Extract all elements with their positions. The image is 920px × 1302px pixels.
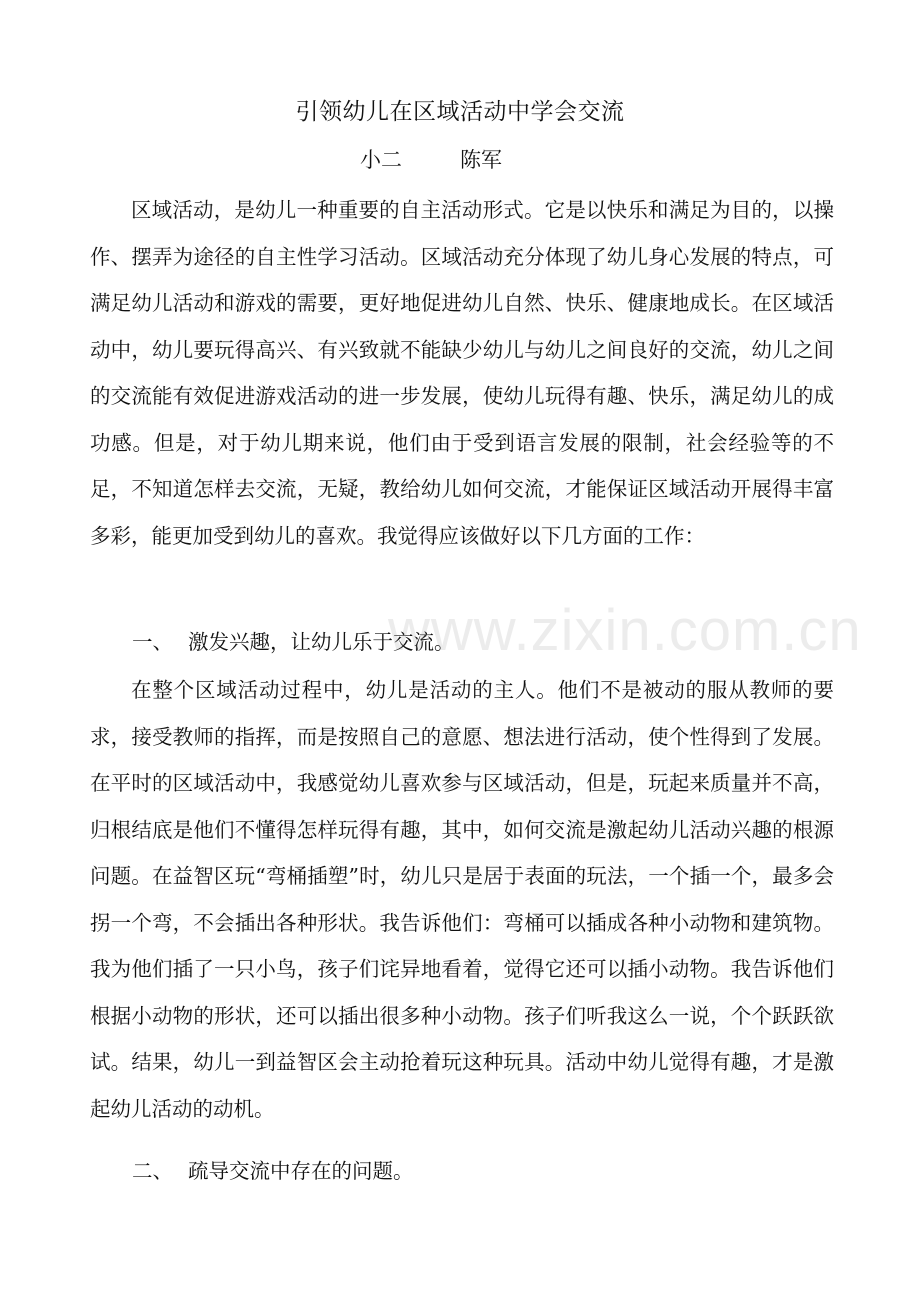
author-class: 小二 <box>360 148 402 172</box>
intro-paragraph: 区域活动，是幼儿一种重要的自主活动形式。它是以快乐和满足为目的，以操作、摆弄为途径的自主性学习活动。区域活动充分体现了幼儿身心发展的特点，可满足幼儿活动和游戏的需要，更好地促进幼儿自然、快乐、健康地成长。在区域活动中，幼儿要玩得高兴、有兴致就不能缺少幼儿与幼儿之间良好的交流，幼儿之间的交流能有效促进游戏活动的进一步发展，使幼儿玩得有趣、快乐，满足幼儿的成功感。但是，对于幼儿期来说，他们由于受到语言发展的限制，社会经验等的不足，不知道怎样去交流，无疑，教给幼儿如何交流，才能保证区域活动开展得丰富多彩，能更加受到幼儿的喜欢。我觉得应该做好以下几方面的工作： <box>90 198 834 548</box>
section-2-title: 疏导交流中存在的问题。 <box>188 1159 414 1183</box>
section-1-title: 激发兴趣，让幼儿乐于交流。 <box>188 630 455 654</box>
section-1-heading <box>132 624 455 660</box>
author-name: 陈军 <box>460 148 502 172</box>
section-1-number: 一、 <box>132 630 173 654</box>
document-title: 引领幼儿在区域活动中学会交流 <box>295 99 625 125</box>
author-line <box>360 142 502 178</box>
watermark: www.zixin.com.cn <box>388 598 862 663</box>
section-2-heading <box>132 1153 414 1189</box>
section-2-number: 二、 <box>132 1159 173 1183</box>
section-1-paragraph: 在整个区域活动过程中，幼儿是活动的主人。他们不是被动的服从教师的要求，接受教师的指挥，而是按照自己的意愿、想法进行活动，使个性得到了发展。在平时的区域活动中，我感觉幼儿喜欢参与区域活动，但是，玩起来质量并不高，归根结底是他们不懂得怎样玩得有趣，其中，如何交流是激起幼儿活动兴趣的根源问题。在益智区玩“弯桶插塑”时，幼儿只是居于表面的玩法，一个插一个，最多会拐一个弯，不会插出各种形状。我告诉他们：弯桶可以插成各种小动物和建筑物。我为他们插了一只小鸟，孩子们诧异地看着，觉得它还可以插小动物。我告诉他们根据小动物的形状，还可以插出很多种小动物。孩子们听我这么一说，个个跃跃欲试。结果，幼儿一到益智区会主动抢着玩这种玩具。活动中幼儿觉得有趣，才是激起幼儿活动的动机。 <box>90 678 834 1121</box>
